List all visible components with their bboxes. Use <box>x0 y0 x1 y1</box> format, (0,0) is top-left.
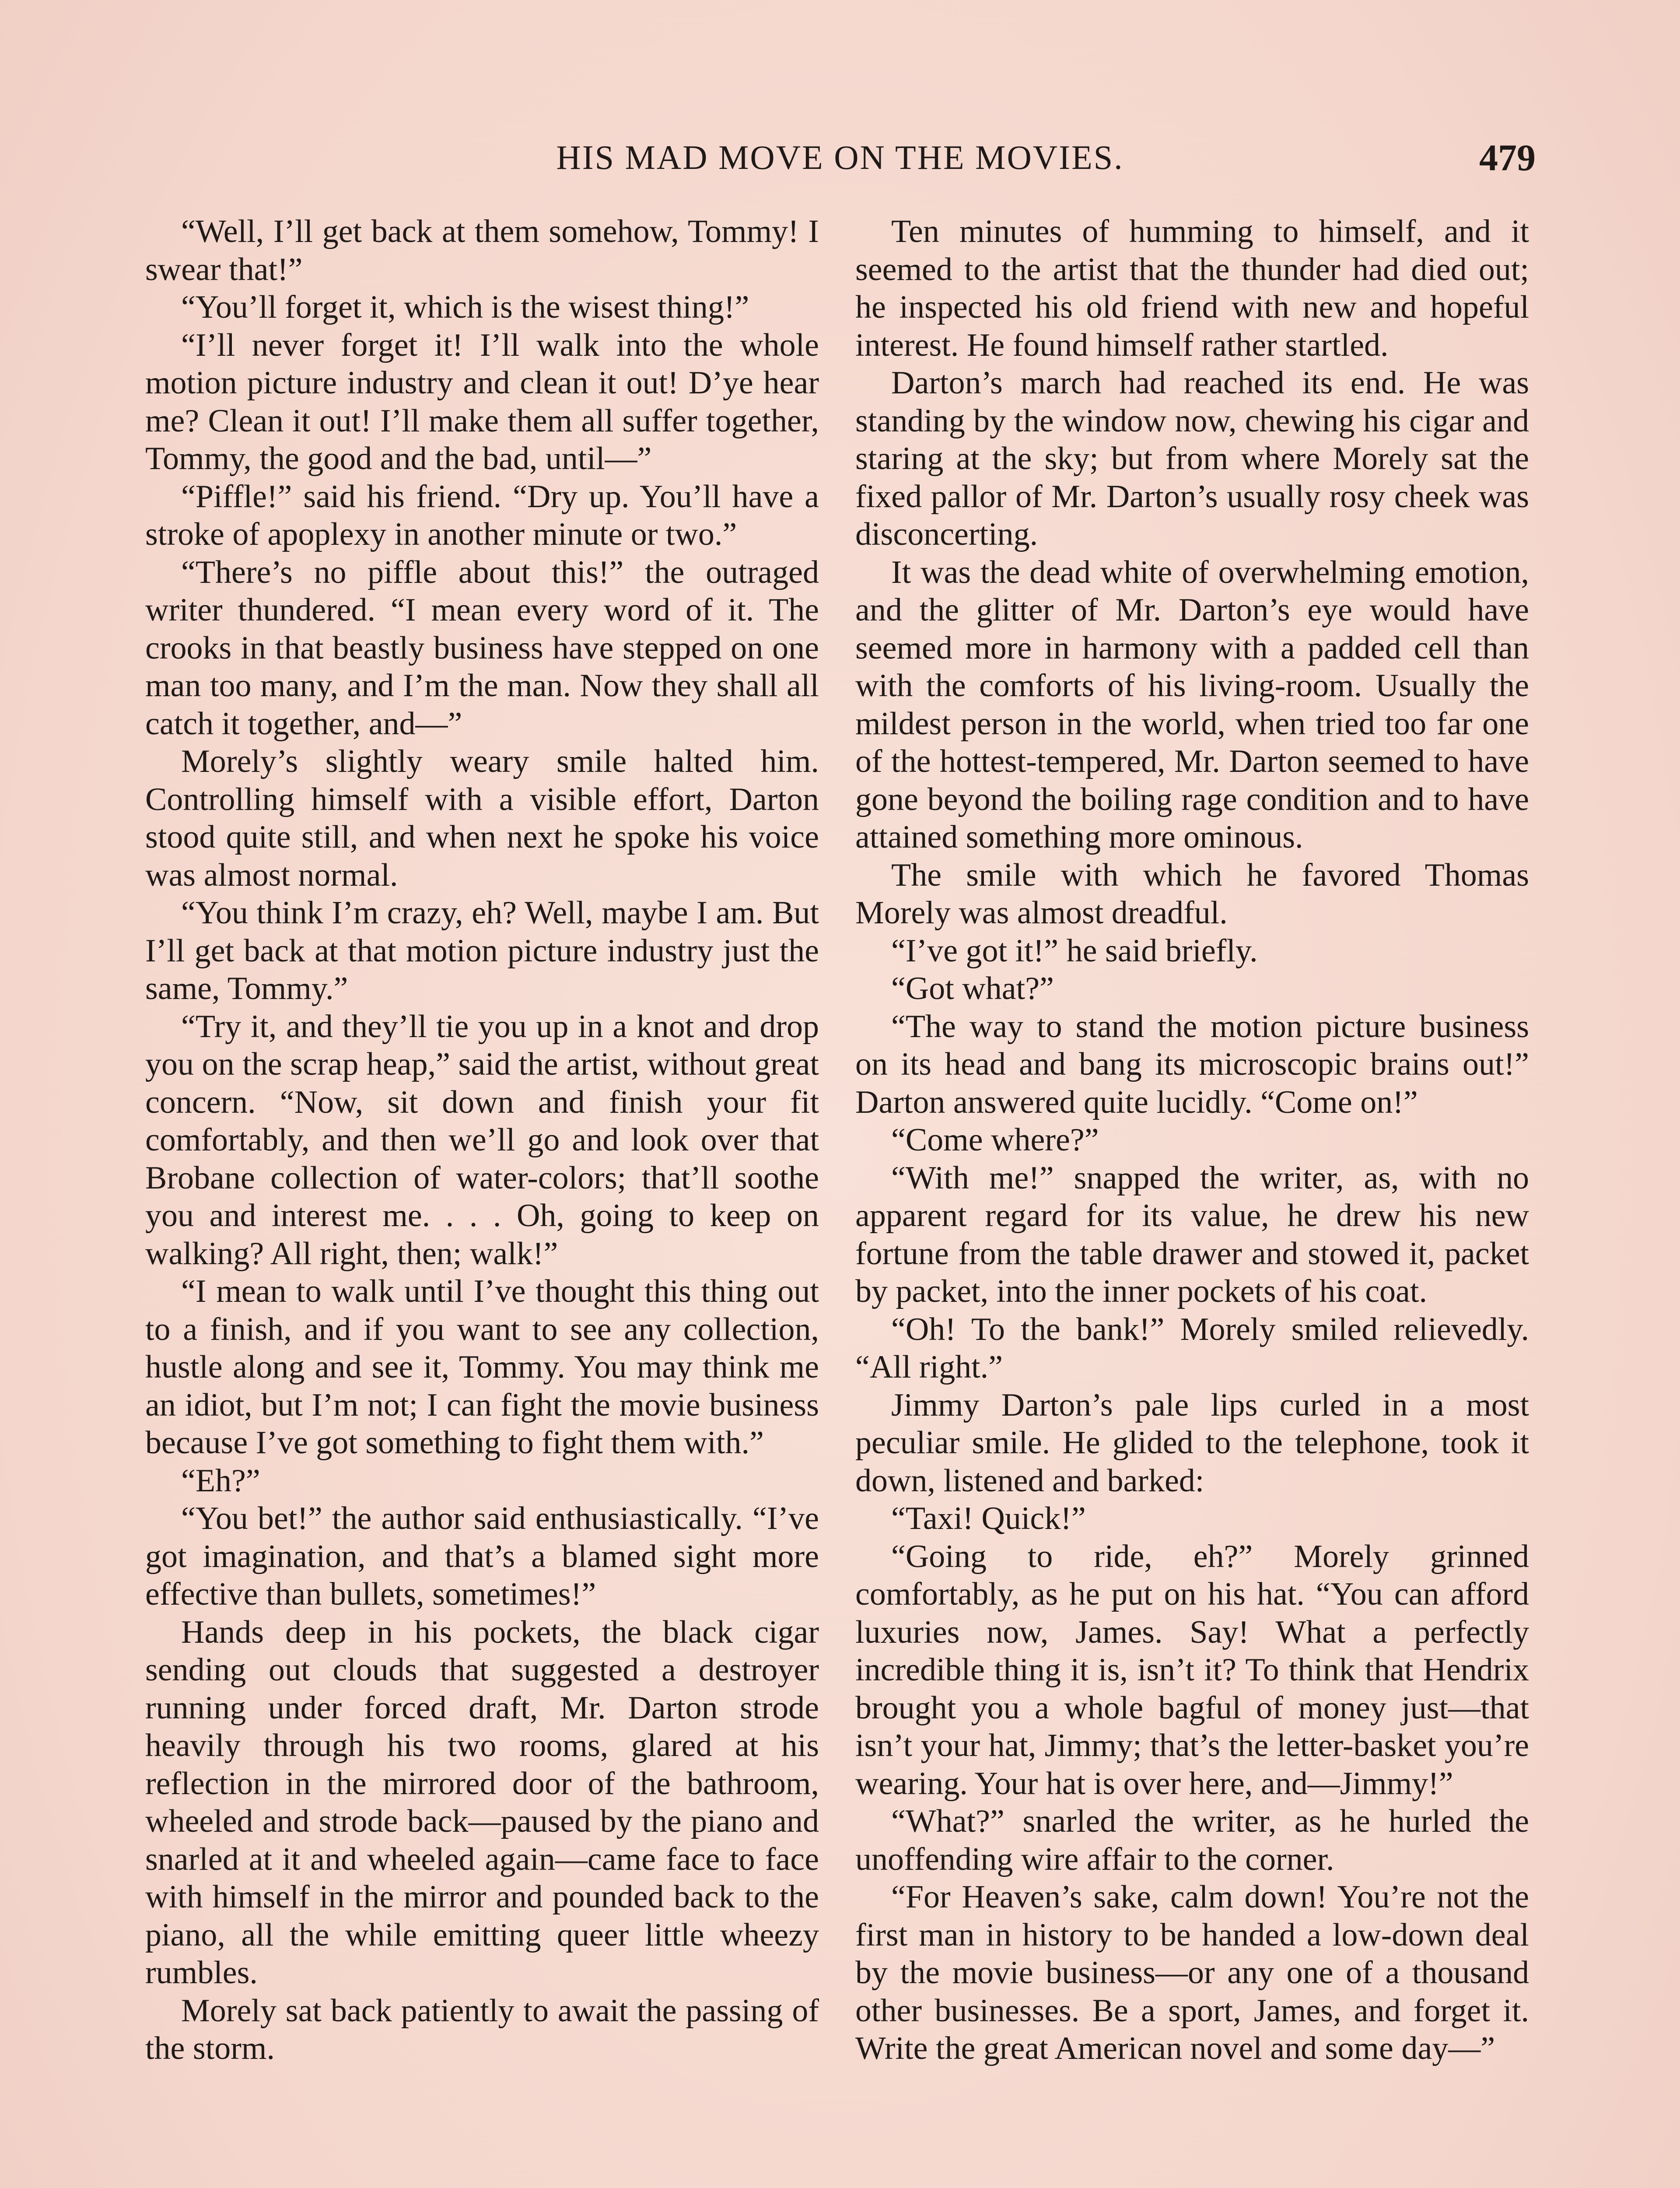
paragraph: “For Heaven’s sake, calm down! You’re not the first man in history to be handed a low-down deal by the movie business—or any one of a thousand other businesses. Be a sport, James, and forget it. Write the great American novel and some day—” <box>855 1879 1529 2066</box>
paragraph: “You think I’m crazy, eh? Well, maybe I am. But I’ll get back at that motion picture industry just the same, Tommy.” <box>145 895 819 1006</box>
paragraph: It was the dead white of overwhelming emotion, and the glitter of Mr. Darton’s eye would have seemed more in harmony with a padded cell than with the comforts of his living-room. Usually the mildest person in the world, when tried too far one of the hottest-tempered, Mr. Darton seemed to have gone beyond the boiling rage condition and to have attained something more ominous. <box>855 554 1529 855</box>
paragraph: “With me!” snapped the writer, as, with no apparent regard for its value, he drew his new fortune from the table drawer and stowed it, packet by packet, into the inner pockets of his coat. <box>855 1160 1529 1309</box>
paragraph: Hands deep in his pockets, the black cigar sending out clouds that suggested a destroyer running under forced draft, Mr. Darton strode heavily through his two rooms, glared at his reflection in the mirrored door of the bathroom, wheeled and strode back—paused by the piano and snarled at it and wheeled again—came face to face with himself in the mirror and pounded back to the piano, all the while emitting queer little wheezy rumbles. <box>145 1614 819 1991</box>
paragraph: “I’ll never forget it! I’ll walk into the whole motion picture industry and clean it out! D’ye hear me? Clean it out! I’ll make them all suffer together, Tommy, the good and the bad, until—” <box>145 327 819 477</box>
paragraph: “You bet!” the author said enthusiastically. “I’ve got imagination, and that’s a blamed sight more effective than bullets, sometimes!” <box>145 1501 819 1612</box>
paragraph: Darton’s march had reached its end. He was standing by the window now, chewing his cigar and staring at the sky; but from where Morely sat the fixed pallor of Mr. Darton’s usually rosy cheek was disconcerting. <box>855 365 1529 552</box>
paragraph: “I’ve got it!” he said briefly. <box>891 933 1258 969</box>
paragraph: “The way to stand the motion picture business on its head and bang its microscopic brains out!” Darton answered quite lucidly. “Come on!” <box>855 1008 1529 1120</box>
paragraph: Morely’s slightly weary smile halted him. Controlling himself with a visible effort, Darton stood quite still, and when next he spoke his voice was almost normal. <box>145 743 819 893</box>
paragraph: The smile with which he favored Thomas Morely was almost dreadful. <box>855 857 1529 931</box>
paragraph: “Come where?” <box>891 1122 1099 1158</box>
paragraph: “Oh! To the bank!” Morely smiled relievedly. “All right.” <box>855 1311 1529 1385</box>
paragraph: “Going to ride, eh?” Morely grinned comfortably, as he put on his hat. “You can afford luxuries now, James. Say! What a perfectly incredible thing it is, isn’t it? To think that Hendrix brought you a whole bagful of money just—that isn’t your hat, Jimmy; that’s the letter-basket you’re wearing. Your hat is over here, and—Jimmy!” <box>855 1538 1529 1802</box>
paragraph: “Well, I’ll get back at them somehow, Tommy! I swear that!” <box>145 214 819 288</box>
left-column <box>145 213 819 2068</box>
running-head: HIS MAD MOVE ON THE MOVIES. <box>556 138 1124 176</box>
paragraph: “Piffle!” said his friend. “Dry up. You’ll have a stroke of apoplexy in another minute or two.” <box>145 478 819 552</box>
paragraph: Jimmy Darton’s pale lips curled in a most peculiar smile. He glided to the telephone, took it down, listened and barked: <box>855 1387 1529 1499</box>
paragraph: “What?” snarled the writer, as he hurled the unoffending wire affair to the corner. <box>855 1803 1529 1877</box>
page-number: 479 <box>1479 137 1536 179</box>
paragraph: “I mean to walk until I’ve thought this thing out to a finish, and if you want to see any collection, hustle along and see it, Tommy. You may think me an idiot, but I’m not; I can fight the movie business because I’ve got something to fight them with.” <box>145 1273 819 1461</box>
right-column <box>855 213 1529 2068</box>
paragraph: “You’ll forget it, which is the wisest thing!” <box>181 289 749 325</box>
paragraph: Morely sat back patiently to await the passing of the storm. <box>145 1992 819 2066</box>
paragraph: “Got what?” <box>891 971 1054 1006</box>
page-header <box>144 131 1536 184</box>
paragraph: “Taxi! Quick!” <box>891 1501 1086 1536</box>
paragraph: “Try it, and they’ll tie you up in a knot and drop you on the scrap heap,” said the artist, without great concern. “Now, sit down and finish your fit comfortably, and then we’ll go and look over that Brobane collection of water-colors; that’ll soothe you and interest me. . . . Oh, going to keep on walking? All right, then; walk!” <box>145 1008 819 1272</box>
paragraph: “Eh?” <box>181 1462 260 1499</box>
paragraph: “There’s no piffle about this!” the outraged writer thundered. “I mean every word of it. The crooks in that beastly business have stepped on one man too many, and I’m the man. Now they shall all catch it together, and—” <box>145 554 819 742</box>
paragraph: Ten minutes of humming to himself, and it seemed to the artist that the thunder had died out; he inspected his old friend with new and hopeful interest. He found himself rather startled. <box>855 214 1529 363</box>
